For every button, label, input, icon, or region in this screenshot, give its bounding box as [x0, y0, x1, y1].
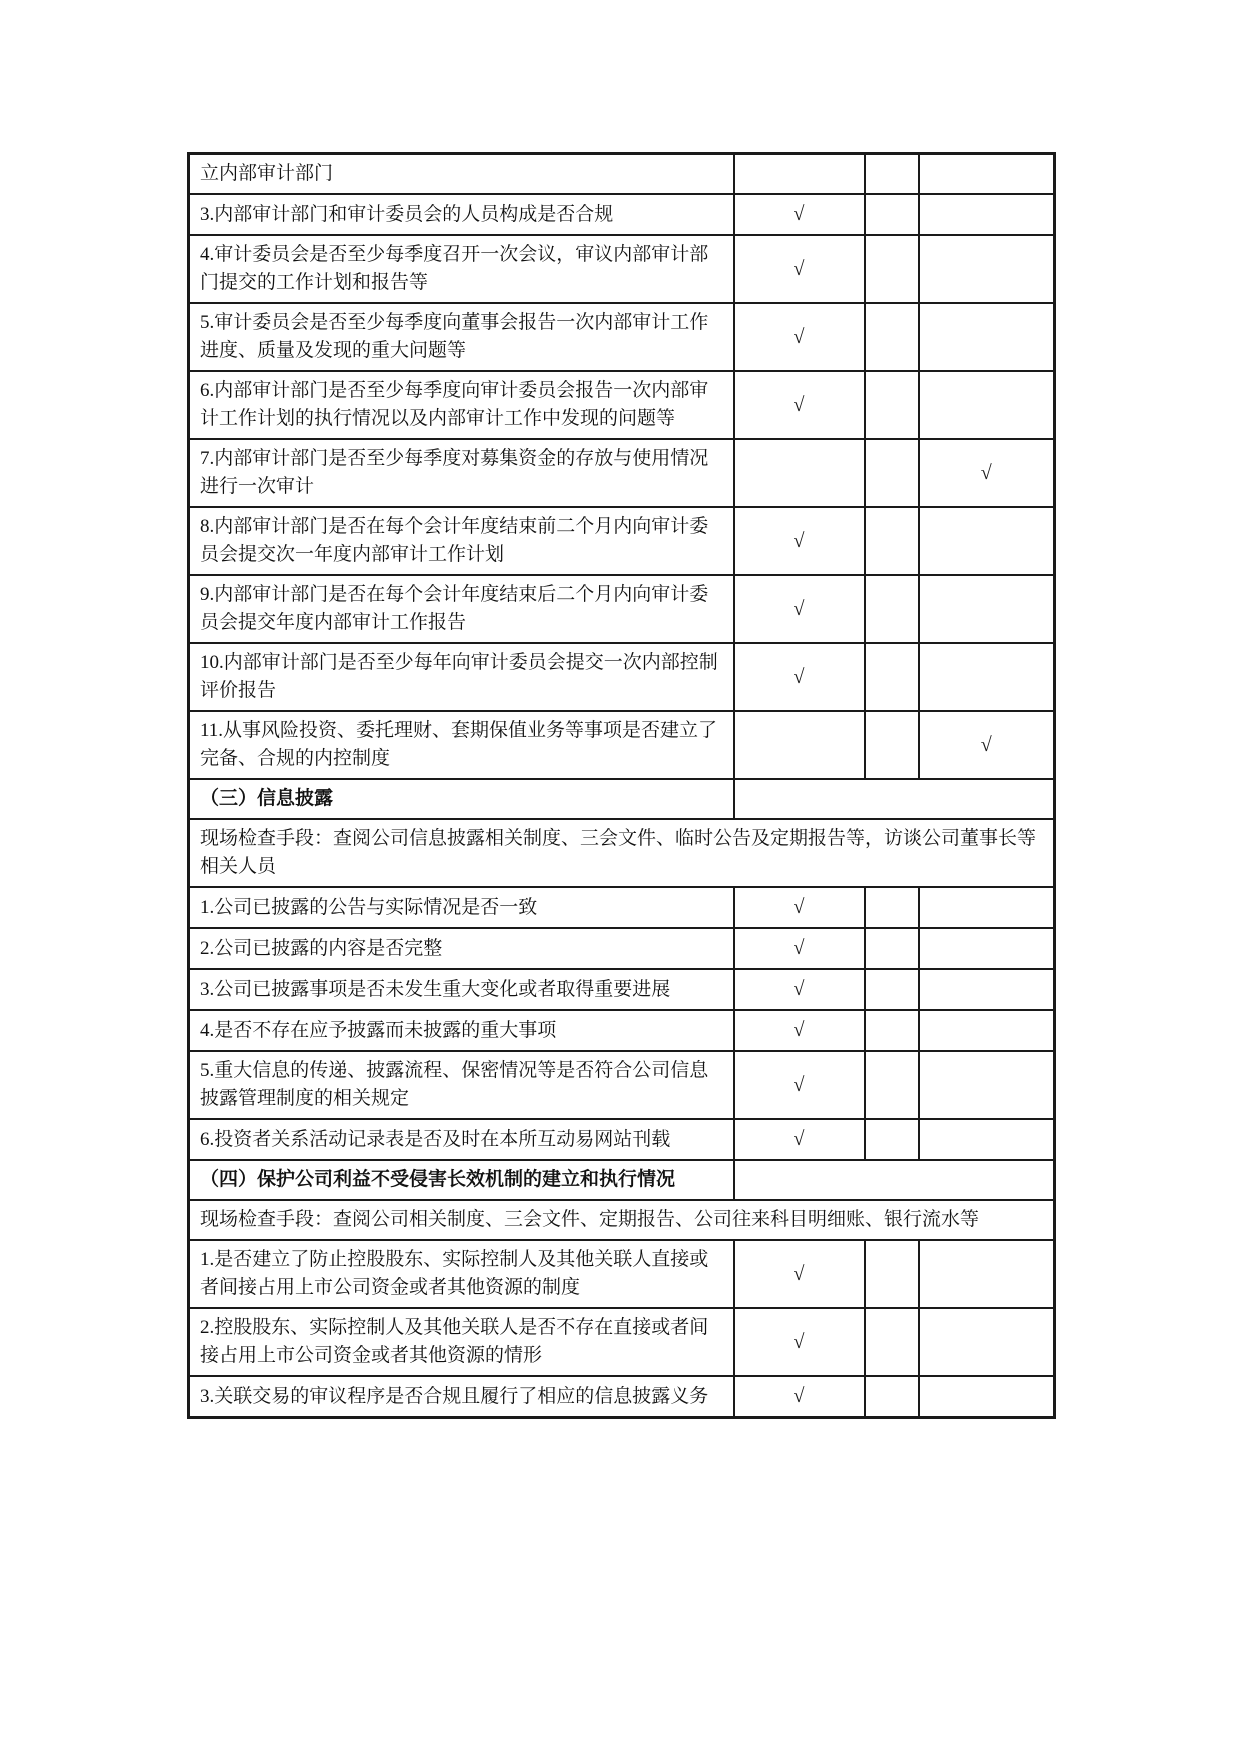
checklist-item-row — [189, 439, 1055, 507]
check-cell-empty — [865, 643, 919, 711]
section-empty-cell — [734, 779, 1055, 819]
check-cell-empty — [919, 1376, 1055, 1418]
section-header-row — [189, 779, 1055, 819]
check-cell-marked — [734, 303, 865, 371]
check-mark: √ — [793, 1128, 805, 1150]
check-cell-marked — [734, 1240, 865, 1308]
check-mark: √ — [793, 1019, 805, 1041]
check-cell-empty — [865, 194, 919, 235]
check-mark: √ — [793, 665, 805, 688]
item-text-cell: 7.内部审计部门是否至少每季度对募集资金的存放与使用情况进行一次审计 — [189, 439, 734, 507]
check-cell-marked — [734, 1051, 865, 1119]
check-mark: √ — [980, 461, 992, 484]
check-cell-empty — [919, 1010, 1055, 1051]
check-mark: √ — [793, 597, 805, 620]
check-cell-empty — [919, 1308, 1055, 1376]
item-text-cell: 6.内部审计部门是否至少每季度向审计委员会报告一次内部审计工作计划的执行情况以及内部审计工作中发现的问题等 — [189, 371, 734, 439]
check-cell-empty — [919, 1051, 1055, 1119]
check-cell-marked — [734, 1376, 865, 1418]
check-cell-empty — [919, 928, 1055, 969]
checklist-item-row — [189, 235, 1055, 303]
check-cell-empty — [919, 371, 1055, 439]
section-empty-cell — [734, 1160, 1055, 1200]
check-cell-empty — [734, 154, 865, 195]
check-mark: √ — [793, 896, 805, 918]
item-text-cell: 5.审计委员会是否至少每季度向董事会报告一次内部审计工作进度、质量及发现的重大问题等 — [189, 303, 734, 371]
checklist-item-row — [189, 928, 1055, 969]
section-header-row — [189, 1160, 1055, 1200]
check-cell-marked — [734, 371, 865, 439]
check-cell-marked — [734, 1308, 865, 1376]
check-cell-marked — [734, 969, 865, 1010]
check-mark: √ — [793, 1073, 805, 1096]
check-mark: √ — [793, 937, 805, 959]
check-cell-empty — [865, 1240, 919, 1308]
check-cell-empty — [919, 969, 1055, 1010]
check-cell-empty — [919, 1240, 1055, 1308]
checklist-item-row — [189, 1308, 1055, 1376]
item-text-cell: 6.投资者关系活动记录表是否及时在本所互动易网站刊载 — [189, 1119, 734, 1160]
checklist-item-row — [189, 969, 1055, 1010]
item-text-cell: 2.控股股东、实际控制人及其他关联人是否不存在直接或者间接占用上市公司资金或者其他资源的情形 — [189, 1308, 734, 1376]
check-cell-empty — [865, 439, 919, 507]
checklist-item-row — [189, 887, 1055, 928]
item-text-cell: 4.是否不存在应予披露而未披露的重大事项 — [189, 1010, 734, 1051]
item-text-cell: 5.重大信息的传递、披露流程、保密情况等是否符合公司信息披露管理制度的相关规定 — [189, 1051, 734, 1119]
inspection-method-row — [189, 1200, 1055, 1240]
section-title-cell: （三）信息披露 — [189, 779, 734, 819]
check-cell-marked — [919, 439, 1055, 507]
checklist-item-row — [189, 371, 1055, 439]
check-cell-empty — [865, 1051, 919, 1119]
check-cell-empty — [865, 928, 919, 969]
audit-checklist-table — [187, 152, 1056, 1419]
inspection-method-cell: 现场检查手段：查阅公司相关制度、三会文件、定期报告、公司往来科目明细账、银行流水等 — [189, 1200, 1055, 1240]
checklist-item-row — [189, 194, 1055, 235]
check-cell-marked — [734, 194, 865, 235]
check-cell-marked — [734, 1119, 865, 1160]
check-cell-empty — [865, 154, 919, 195]
check-mark: √ — [793, 325, 805, 348]
check-cell-empty — [865, 303, 919, 371]
check-mark: √ — [793, 978, 805, 1000]
check-cell-empty — [919, 194, 1055, 235]
check-mark: √ — [793, 1330, 805, 1353]
check-cell-empty — [865, 235, 919, 303]
check-mark: √ — [793, 257, 805, 280]
check-cell-marked — [919, 711, 1055, 779]
checklist-item-row — [189, 575, 1055, 643]
item-text-cell: 11.从事风险投资、委托理财、套期保值业务等事项是否建立了完备、合规的内控制度 — [189, 711, 734, 779]
check-cell-empty — [865, 371, 919, 439]
section-title-cell: （四）保护公司利益不受侵害长效机制的建立和执行情况 — [189, 1160, 734, 1200]
checklist-item-row — [189, 643, 1055, 711]
check-cell-empty — [919, 235, 1055, 303]
check-cell-empty — [734, 439, 865, 507]
item-text-cell: 3.内部审计部门和审计委员会的人员构成是否合规 — [189, 194, 734, 235]
inspection-method-cell: 现场检查手段：查阅公司信息披露相关制度、三会文件、临时公告及定期报告等，访谈公司董事长等相关人员 — [189, 819, 1055, 887]
check-cell-empty — [919, 507, 1055, 575]
checklist-item-row — [189, 154, 1055, 195]
item-text-cell: 3.公司已披露事项是否未发生重大变化或者取得重要进展 — [189, 969, 734, 1010]
checklist-item-row — [189, 711, 1055, 779]
check-cell-empty — [919, 575, 1055, 643]
item-text-cell: 2.公司已披露的内容是否完整 — [189, 928, 734, 969]
checklist-item-row — [189, 507, 1055, 575]
check-cell-empty — [865, 1376, 919, 1418]
check-mark: √ — [980, 733, 992, 756]
check-cell-empty — [919, 1119, 1055, 1160]
checklist-item-row — [189, 303, 1055, 371]
inspection-method-row — [189, 819, 1055, 887]
item-text-cell: 8.内部审计部门是否在每个会计年度结束前二个月内向审计委员会提交次一年度内部审计工作计划 — [189, 507, 734, 575]
item-text-cell: 1.公司已披露的公告与实际情况是否一致 — [189, 887, 734, 928]
check-mark: √ — [793, 1262, 805, 1285]
item-text-cell: 10.内部审计部门是否至少每年向审计委员会提交一次内部控制评价报告 — [189, 643, 734, 711]
check-cell-empty — [865, 507, 919, 575]
item-text-cell: 立内部审计部门 — [189, 154, 734, 195]
check-cell-marked — [734, 235, 865, 303]
item-text-cell: 4.审计委员会是否至少每季度召开一次会议，审议内部审计部门提交的工作计划和报告等 — [189, 235, 734, 303]
checklist-item-row — [189, 1051, 1055, 1119]
checklist-item-row — [189, 1010, 1055, 1051]
check-cell-marked — [734, 887, 865, 928]
audit-checklist-body — [189, 154, 1055, 1418]
check-cell-empty — [865, 969, 919, 1010]
check-mark: √ — [793, 529, 805, 552]
item-text-cell: 9.内部审计部门是否在每个会计年度结束后二个月内向审计委员会提交年度内部审计工作报告 — [189, 575, 734, 643]
checklist-item-row — [189, 1119, 1055, 1160]
check-cell-empty — [919, 643, 1055, 711]
check-cell-marked — [734, 643, 865, 711]
checklist-item-row — [189, 1376, 1055, 1418]
check-cell-empty — [865, 1010, 919, 1051]
check-cell-marked — [734, 1010, 865, 1051]
check-cell-empty — [865, 711, 919, 779]
item-text-cell: 3.关联交易的审议程序是否合规且履行了相应的信息披露义务 — [189, 1376, 734, 1418]
check-cell-marked — [734, 928, 865, 969]
check-cell-empty — [865, 1119, 919, 1160]
checklist-item-row — [189, 1240, 1055, 1308]
check-cell-empty — [865, 1308, 919, 1376]
check-mark: √ — [793, 1385, 805, 1407]
check-cell-marked — [734, 507, 865, 575]
check-mark: √ — [793, 393, 805, 416]
check-cell-empty — [919, 303, 1055, 371]
item-text-cell: 1.是否建立了防止控股股东、实际控制人及其他关联人直接或者间接占用上市公司资金或者其他资源的制度 — [189, 1240, 734, 1308]
check-cell-marked — [734, 575, 865, 643]
check-cell-empty — [919, 154, 1055, 195]
check-cell-empty — [865, 575, 919, 643]
check-cell-empty — [734, 711, 865, 779]
check-mark: √ — [793, 203, 805, 225]
check-cell-empty — [865, 887, 919, 928]
check-cell-empty — [919, 887, 1055, 928]
